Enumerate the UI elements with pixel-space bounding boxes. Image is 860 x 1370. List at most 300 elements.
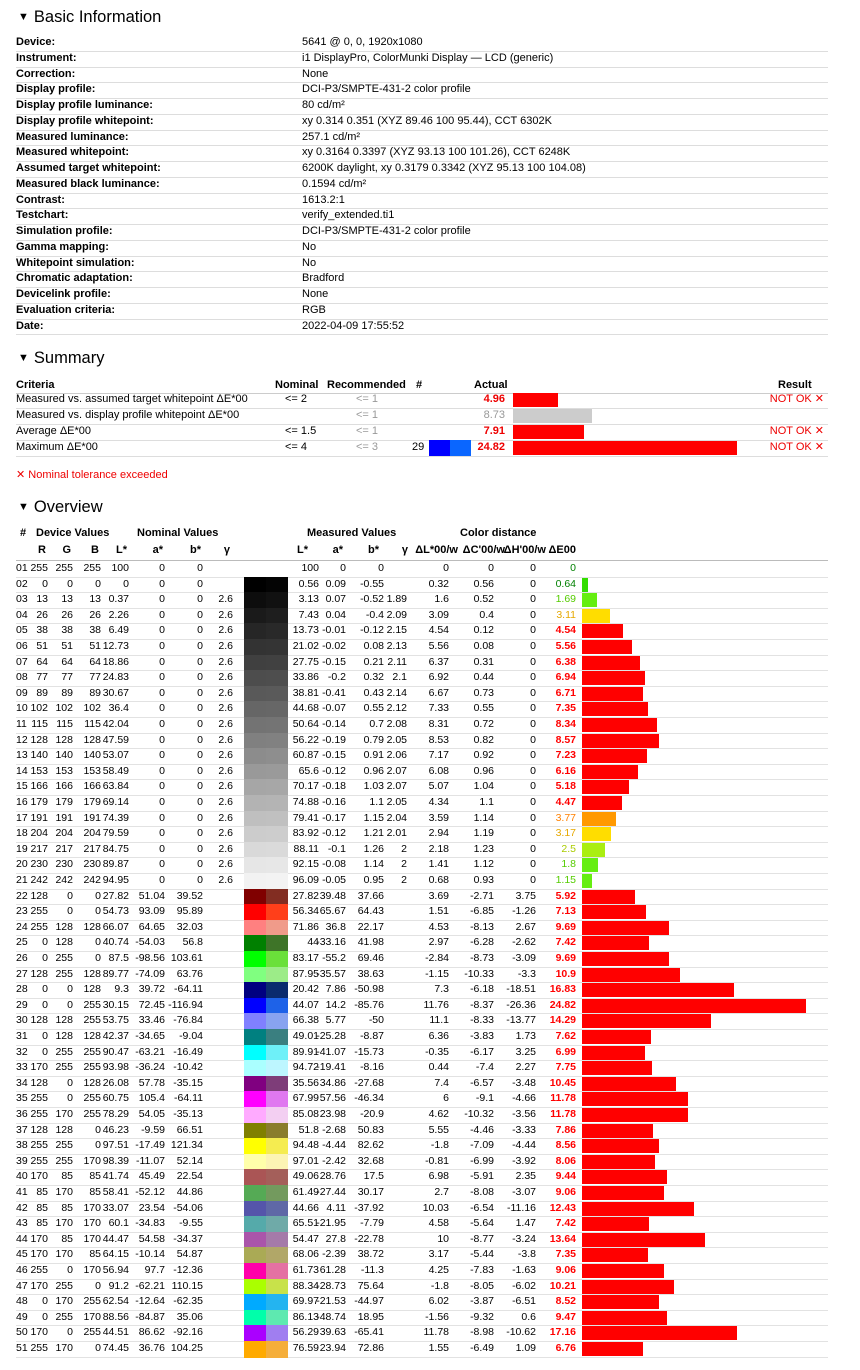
delta-h: 0 [530,718,536,730]
nominal-a: -34.83 [135,1217,165,1230]
delta-l: -1.8 [430,1279,449,1292]
nominal-b: 0 [197,655,203,668]
nominal-b: 22.54 [176,1170,203,1183]
patch-number: 45 [16,1248,28,1261]
delta-e: 7.75 [555,1061,576,1074]
delta-c: 0.92 [473,749,494,762]
delta-h: -1.26 [512,905,536,918]
nominal-b: 0 [197,874,203,886]
g-value: 0 [67,1092,73,1105]
measured-a: -0.12 [322,827,346,840]
delta-l: 11.78 [423,1326,449,1339]
delta-l: 11.76 [423,998,449,1011]
patch-number: 34 [16,1076,28,1089]
delta-e: 9.06 [555,1186,576,1198]
count-header: # [416,379,423,391]
b-value: 0 [95,952,101,964]
measured-l: 13.73 [292,624,319,637]
delta-c: 1.14 [473,811,494,824]
r-value: 153 [30,764,48,777]
nominal-b: -16.49 [173,1045,203,1058]
measured-l: 38.81 [292,686,319,699]
nominal-swatch [244,1201,266,1218]
overview-column-header [16,544,828,561]
r-value: 77 [36,671,48,684]
delta-h: -4.44 [512,1139,536,1152]
criteria-cell: Measured vs. display profile whitepoint ΔE*00 [16,409,240,421]
delta-e: 7.86 [555,1123,576,1136]
g-value: 230 [55,858,73,871]
nominal-b: 95.89 [176,905,203,918]
info-row [16,35,828,52]
g-value: 255 [55,1139,73,1152]
nominal-b: -64.11 [174,1092,203,1105]
delta-l: 7.4 [434,1076,449,1089]
nominal-l: 42.37 [102,1030,129,1042]
delta-e-bar [582,1092,688,1106]
nominal-swatch [244,623,266,640]
measured-swatch [266,1325,288,1342]
patch-number: 06 [16,640,28,652]
info-row [16,208,828,225]
delta-e-bar [582,1046,645,1060]
b-value: 85 [89,1248,101,1261]
delta-c: 0.31 [473,655,494,668]
measured-l-header: L* [297,544,308,556]
nominal-l: 78.29 [102,1108,129,1120]
delta-c: -8.73 [470,952,494,964]
delta-e: 6.38 [555,655,576,668]
delta-e-bar [582,1217,649,1231]
measured-a: 39.63 [319,1326,346,1339]
table-row [16,889,828,906]
b-value: 255 [83,1045,101,1058]
patch-number: 11 [16,718,27,730]
nominal-swatch [244,889,266,906]
measured-b: 0.43 [363,686,384,699]
info-value: i1 DisplayPro, ColorMunki Display — LCD (generic) [302,51,554,64]
measured-l: 50.64 [292,718,319,730]
nominal-gamma: 2.6 [218,874,233,886]
delta-l: 8.53 [428,733,449,746]
delta-h: -3.92 [512,1154,536,1167]
delta-l: 0.32 [428,577,449,590]
g-value: 128 [55,920,73,933]
delta-e: 3.11 [556,608,576,621]
info-row [16,67,828,84]
measured-a: -2.42 [322,1154,346,1167]
measured-a: -21.95 [316,1217,346,1230]
r-value: 230 [30,858,48,871]
actual-value: 4.96 [483,393,505,405]
nominal-b: 56.8 [182,936,203,949]
nominal-b: 39.52 [176,889,203,902]
nominal-l: 69.14 [102,796,129,808]
r-value: 170 [30,1326,48,1339]
g-value: 128 [55,1123,73,1136]
delta-e-bar [582,812,616,826]
nominal-a: 36.76 [138,1342,165,1354]
delta-c: -6.54 [470,1201,494,1214]
g-value: 85 [61,1170,73,1183]
r-value: 0 [42,936,48,949]
nominal-a: 0 [159,686,165,699]
nominal-a: 54.58 [138,1232,165,1245]
measured-b: -37.92 [354,1201,384,1214]
measured-b: 0.79 [363,733,384,746]
b-value: 115 [84,718,101,730]
measured-b: 75.64 [357,1279,384,1292]
nominal-l: 93.98 [102,1061,129,1074]
nominal-b: 0 [197,577,203,590]
measured-b: 38.72 [357,1248,384,1261]
nominal-b: -12.36 [173,1264,203,1276]
delta-e: 3.17 [555,827,576,840]
delta-e: 0 [570,562,576,574]
measured-a: -0.19 [322,733,346,746]
nominal-gamma: 2.6 [218,702,233,715]
measured-b: -0.4 [365,608,384,621]
g-value: 0 [67,1264,73,1276]
measured-gamma: 2.11 [387,655,407,668]
delta-e: 11.78 [550,1092,576,1105]
table-row [16,998,828,1015]
delta-e: 10.9 [555,967,576,980]
delta-e-bar [582,858,598,872]
nominal-a: 33.46 [138,1014,165,1027]
measured-l: 88.11 [293,842,319,855]
nominal-l: 36.4 [108,702,129,715]
nominal-swatch [244,655,266,672]
delta-bar [513,425,584,439]
measured-gamma: 2.14 [386,686,407,699]
measured-swatch [266,1185,288,1202]
nominal-gamma: 2.6 [218,796,233,808]
delta-e: 5.92 [555,889,576,902]
delta-e-bar [582,1014,711,1028]
nominal-l: 84.75 [102,842,129,855]
measured-a: -48.74 [316,1310,346,1323]
measured-a: 23.94 [319,1342,346,1354]
delta-h: 0 [530,562,536,574]
summary-title[interactable]: ▼ Summary [18,349,105,367]
nominal-l: 79.59 [102,827,129,840]
measured-b: 32.68 [357,1154,384,1167]
summary-row [16,392,828,409]
r-value: 85 [36,1186,48,1198]
nominal-swatch [244,608,266,625]
collapse-triangle-icon[interactable]: ▼ [18,11,29,23]
info-row [16,193,828,210]
nominal-a: 0 [159,811,165,824]
delta-l: 10 [437,1232,449,1245]
g-value: 170 [55,1108,73,1120]
delta-h: 2.27 [515,1061,536,1074]
measured-b: 30.17 [357,1186,384,1198]
patch-number: 50 [16,1326,28,1339]
patch-number: 14 [16,764,28,777]
measured-l: 7.43 [298,608,319,621]
r-value: 89 [36,686,48,699]
info-row [16,287,828,304]
delta-h: -3.48 [512,1076,536,1089]
nominal-a: 0 [159,749,165,762]
r-value: 170 [30,1061,48,1074]
r-value: 140 [30,749,48,762]
nominal-a: -17.49 [135,1139,165,1152]
delta-e-bar [582,1248,648,1262]
collapse-triangle-icon[interactable]: ▼ [18,501,29,513]
info-label: Display profile: [16,83,96,96]
delta-h: 0 [530,686,536,699]
table-row [16,1091,828,1108]
measured-b: 0.08 [363,640,384,652]
delta-c: -5.64 [470,1217,494,1230]
delta-h: 0 [530,702,536,715]
nominal-gamma: 2.6 [218,593,233,606]
r-value: 0 [42,577,48,590]
b-value: 0 [95,936,101,949]
delta-e: 5.56 [555,640,576,652]
measured-a: -0.2 [327,671,346,684]
table-row [16,857,828,874]
nominal-b: 0 [197,702,203,715]
info-row [16,319,828,336]
delta-c: 0.4 [479,608,494,621]
nominal-a: 0 [159,827,165,840]
measured-b: 82.62 [357,1139,384,1152]
measured-l: 65.6 [298,764,319,777]
summary-row [16,408,828,425]
overview-title[interactable]: ▼ Overview [18,498,103,516]
info-label: Contrast: [16,193,65,206]
g-value: 170 [55,1217,73,1230]
delta-e-bar [582,671,645,685]
nominal-gamma: 2.6 [218,608,233,621]
nominal-swatch [244,951,266,968]
measured-a: -0.02 [322,640,346,652]
collapse-triangle-icon[interactable]: ▼ [18,352,29,364]
delta-c: -8.98 [470,1326,494,1339]
nominal-swatch [244,873,266,890]
measured-l: 33.86 [292,671,319,684]
g-value: 64 [61,655,73,668]
nominal-l: 6.49 [108,624,129,637]
nominal-swatch [244,670,266,687]
nominal-a: 0 [159,780,165,793]
measured-l: 54.47 [292,1232,319,1245]
nominal-b: 0 [197,780,203,793]
nominal-b: 44.86 [176,1186,203,1198]
measured-a-header: a* [332,544,343,556]
color-distance-header: Color distance [460,527,537,539]
delta-c: -10.32 [464,1108,494,1120]
delta-e: 9.69 [555,952,576,964]
info-value: 1613.2:1 [302,193,345,206]
delta-l: 3.69 [428,889,449,902]
measured-l: 83.92 [292,827,319,840]
delta-e-bar [582,749,647,763]
b-value: 0 [95,1123,101,1136]
measured-b: 0.95 [363,874,384,886]
table-row [16,811,828,828]
nominal-a: 0 [159,640,165,652]
basic-info-title[interactable]: ▼ Basic Information [18,8,162,26]
g-value: 128 [55,1014,73,1027]
measured-a: -0.05 [322,874,346,886]
b-value: 128 [83,1076,101,1089]
measured-a: -4.44 [322,1139,346,1152]
patch-number: 15 [16,780,28,793]
nominal-a: 0 [159,842,165,855]
g-value: 217 [55,842,73,855]
delta-e-bar [582,1311,667,1325]
delta-h: 2.67 [515,920,536,933]
info-label: Device: [16,36,56,48]
delta-l: 2.97 [428,936,449,949]
b-value: 128 [83,733,101,746]
delta-l: 1.55 [428,1342,449,1354]
delta-h: -10.62 [506,1326,536,1339]
delta-l: 3.17 [428,1248,449,1261]
g-value: 170 [55,1342,73,1354]
info-row [16,98,828,115]
measured-b: 1.1 [369,796,384,808]
measured-a: 0.09 [325,577,346,590]
delta-e-bar [582,1326,737,1340]
measured-a: 34.86 [319,1076,346,1089]
nominal-gamma: 2.6 [218,686,233,699]
g-value: 89 [61,686,73,699]
nominal-l: 60.75 [102,1092,129,1105]
delta-h: -18.51 [506,983,536,996]
g-value: 255 [55,1061,73,1074]
measured-a: -21.53 [316,1295,346,1308]
delta-e-bar [582,578,588,592]
patch-number: 49 [16,1310,28,1323]
measured-a: 65.67 [319,905,346,918]
delta-h: 0 [530,842,536,855]
table-row [16,1169,828,1186]
measured-swatch [266,1294,288,1311]
patch-number: 12 [16,733,28,746]
measured-a: -0.08 [322,858,346,871]
delta-c: -6.99 [470,1154,494,1167]
patch-number: 27 [16,967,28,980]
info-label: Simulation profile: [16,225,113,237]
info-row [16,82,828,99]
delta-l: 3.09 [428,608,449,621]
delta-e-bar [582,593,597,607]
nominal-gamma: 2.6 [218,842,233,855]
measured-a: 14.2 [325,998,346,1011]
table-row [16,967,828,984]
measured-swatch [266,998,288,1015]
delta-c: -8.77 [470,1232,494,1245]
delta-e: 13.64 [549,1232,576,1245]
delta-e: 10.21 [549,1279,576,1292]
delta-e: 7.35 [555,702,576,715]
nominal-a: 45.49 [138,1170,165,1183]
g-value: 38 [61,624,73,637]
info-label: Whitepoint simulation: [16,256,135,269]
measured-b: 22.17 [357,920,384,933]
measured-b: -7.79 [360,1217,384,1230]
b-value: 217 [83,842,101,855]
delta-e-bar [582,874,592,888]
delta-l: 4.25 [428,1264,449,1276]
nominal-swatch [244,842,266,859]
table-row [16,795,828,812]
g-value: 255 [55,1310,73,1323]
nominal-b: 0 [197,796,203,808]
measured-a: 0 [340,562,346,574]
delta-e-bar [582,999,806,1013]
table-row [16,608,828,625]
nominal-swatch [244,795,266,812]
delta-c: 1.04 [473,780,494,793]
delta-e-bar [582,780,629,794]
nominal-l: 2.26 [108,608,129,621]
measured-l: 60.87 [292,749,319,762]
measured-l: 51.8 [298,1123,319,1136]
r-value: 128 [30,1076,48,1089]
nominal-a: 0 [159,796,165,808]
nominal-b: 0 [197,764,203,777]
info-row [16,256,828,273]
measured-a: -33.16 [316,936,346,949]
delta-e: 8.56 [555,1139,576,1152]
delta-e-bar [582,1061,652,1075]
nominal-swatch [244,701,266,718]
nominal-a: -52.12 [135,1186,165,1198]
nominal-a: -62.21 [135,1279,165,1292]
nominal-l: 44.47 [102,1232,129,1245]
result-header: Result [778,379,812,391]
nominal-swatch [244,982,266,999]
delta-e: 7.42 [555,936,576,949]
r-value: 191 [30,811,48,824]
measured-swatch [266,1154,288,1171]
delta-e: 9.69 [555,920,576,933]
delta-c: 0.93 [473,874,494,886]
info-value: Bradford [302,272,345,285]
measured-b: 64.43 [357,905,384,918]
r-value: 255 [30,905,48,918]
measured-b: 1.14 [363,858,384,871]
g-value: 179 [55,796,73,808]
nominal-l: 12.73 [102,640,129,652]
nominal-gamma: 2.6 [218,811,233,824]
nominal-a: -74.09 [135,967,165,980]
measured-l: 66.38 [292,1014,319,1027]
nominal-a: -84.87 [135,1310,165,1323]
delta-c: -8.37 [470,998,494,1011]
nominal-l: 88.56 [102,1310,129,1323]
measured-a: 0.04 [325,608,346,621]
g-value: 140 [55,749,73,762]
g-value: 255 [55,1154,73,1167]
nominal-b: 0 [197,593,203,606]
r-value: 204 [30,827,48,840]
r-value: 85 [36,1217,48,1230]
info-label: Measured whitepoint: [16,146,130,159]
info-value: 5641 @ 0, 0, 1920x1080 [302,36,423,48]
measured-swatch [266,670,288,687]
measured-l: 97.01 [292,1154,319,1167]
measured-a: -25.28 [316,1030,346,1042]
g-value: 85 [61,1232,73,1245]
